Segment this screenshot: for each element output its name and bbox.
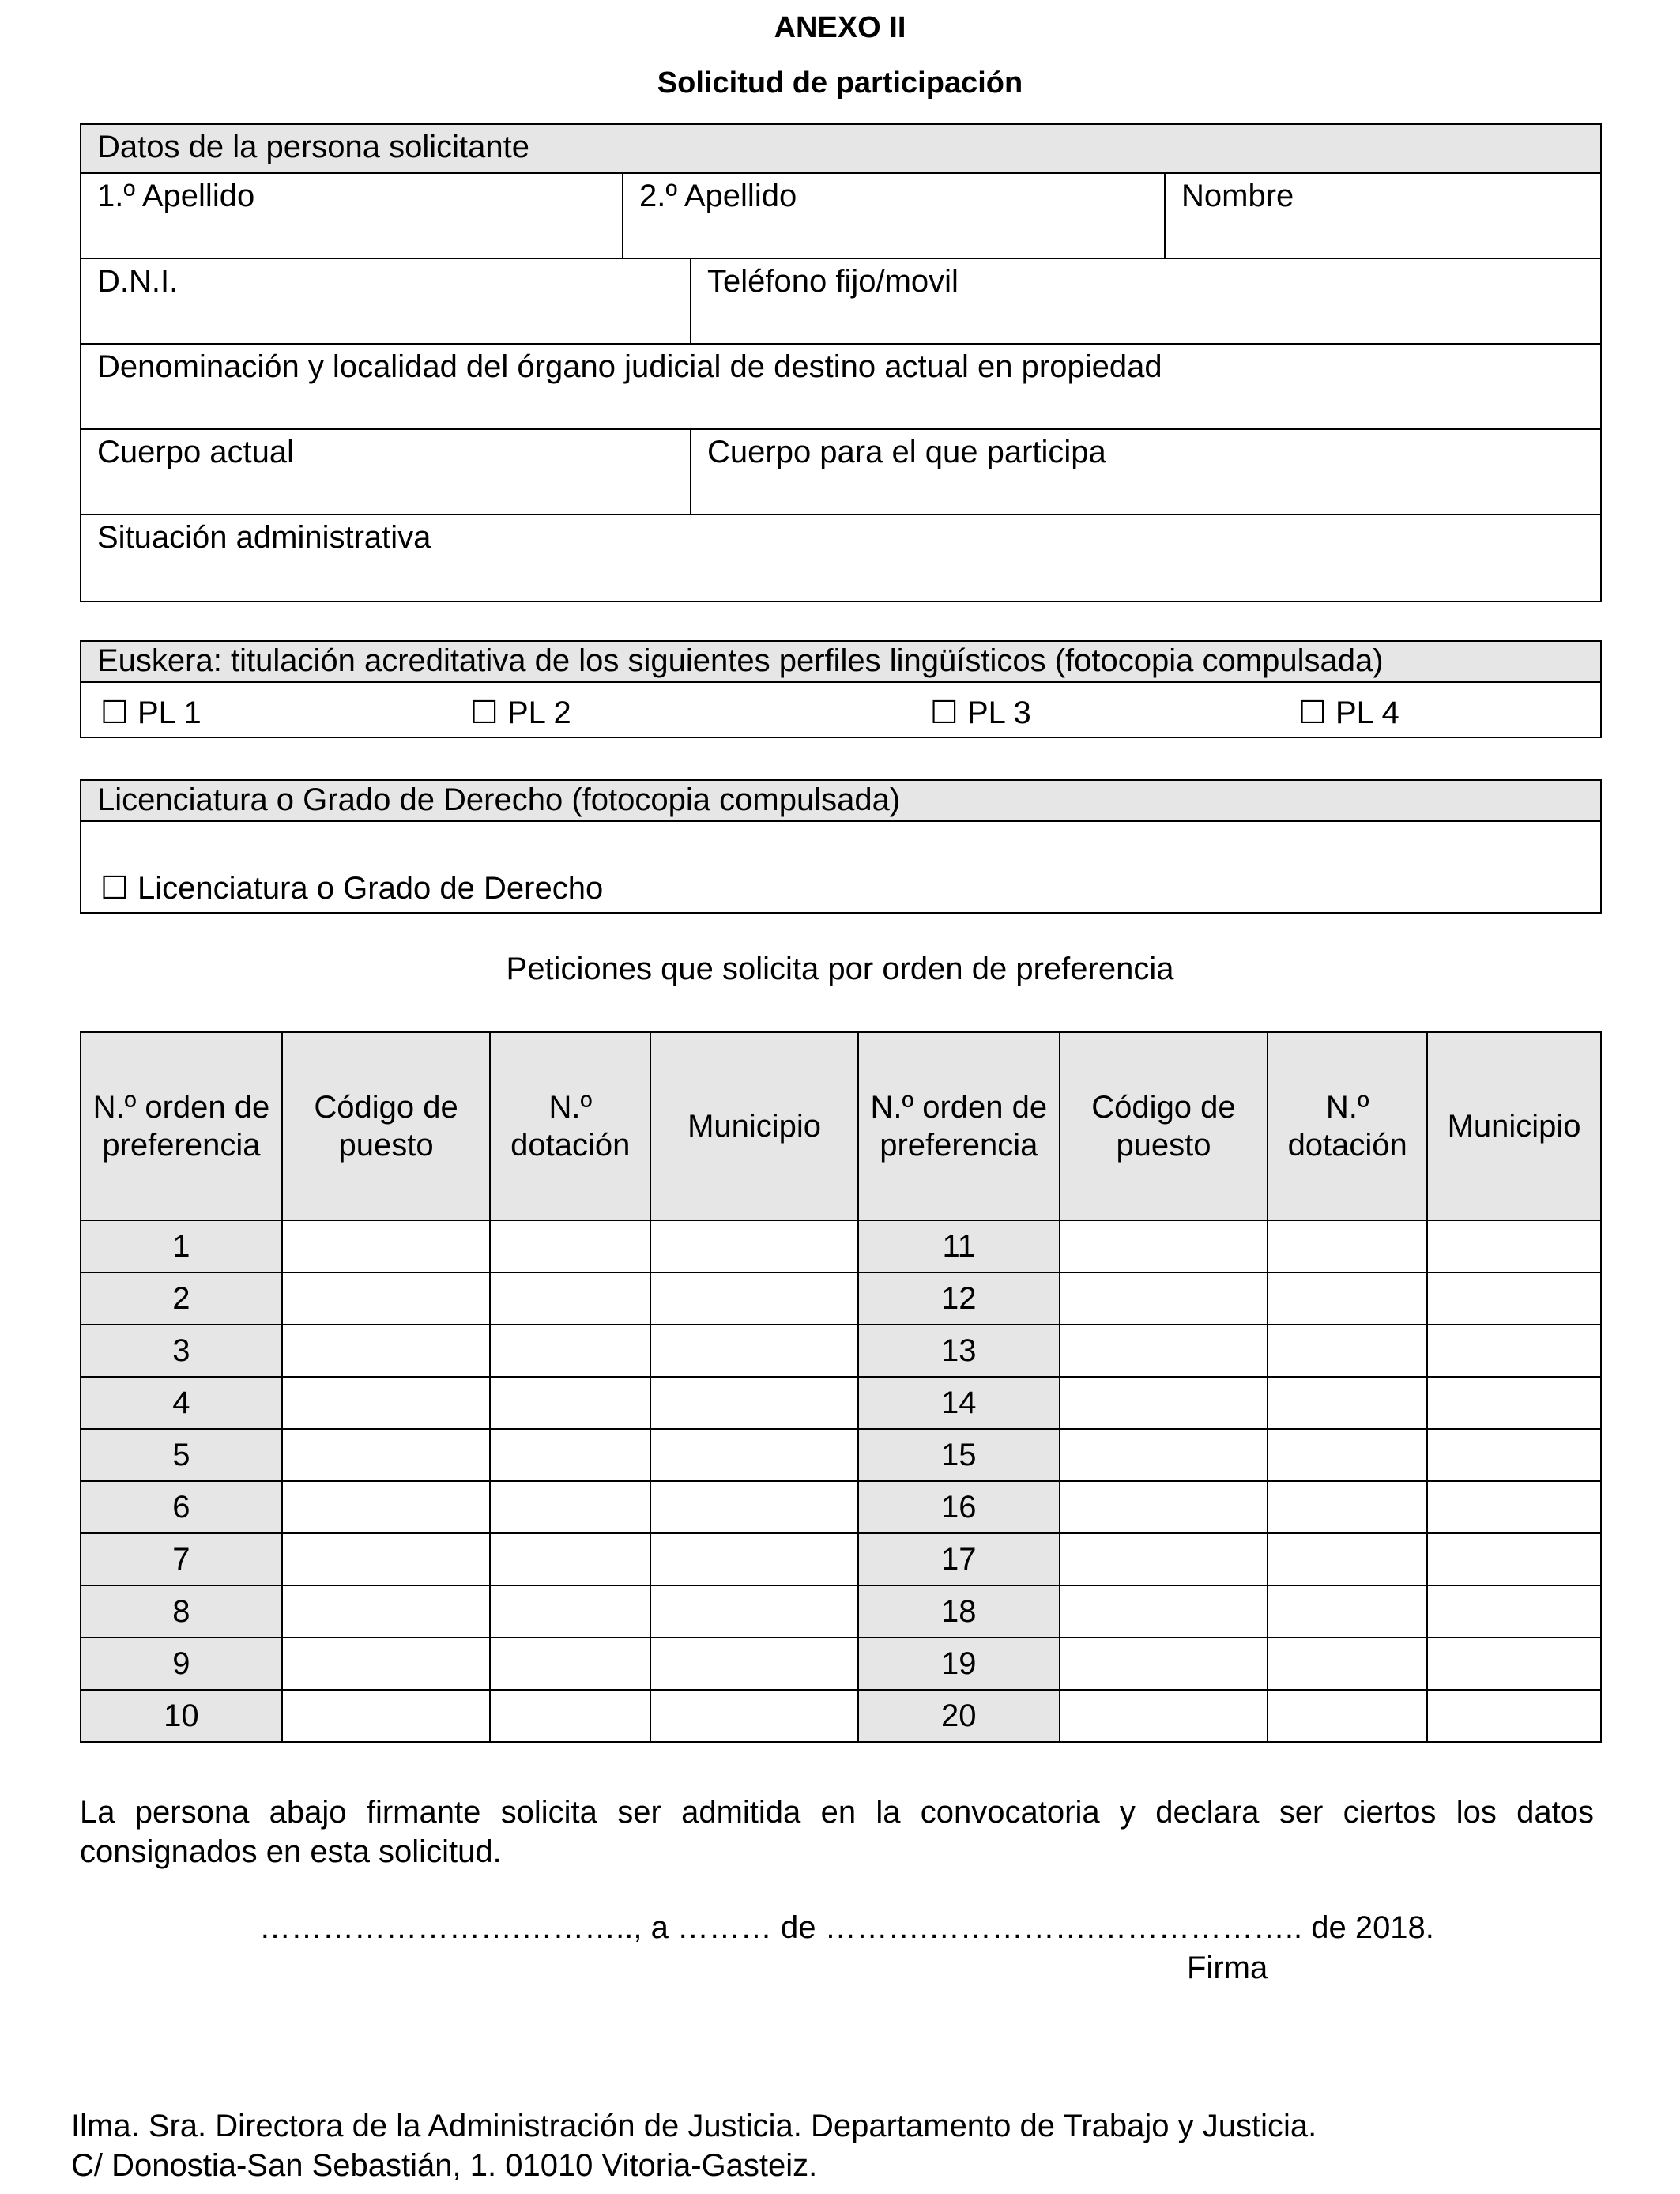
position-code-cell[interactable] xyxy=(282,1690,491,1742)
pl2-checkbox[interactable]: ☐ PL 2 xyxy=(470,696,571,730)
header-municipality-right: Municipio xyxy=(1427,1032,1601,1220)
order-number-cell: 9 xyxy=(81,1638,282,1690)
table-row xyxy=(81,1638,1601,1690)
municipality-cell[interactable] xyxy=(1427,1638,1601,1690)
municipality-cell[interactable] xyxy=(1427,1533,1601,1585)
pl3-checkbox[interactable]: ☐ PL 3 xyxy=(930,696,1031,730)
allocation-number-cell[interactable] xyxy=(490,1638,650,1690)
pl4-checkbox[interactable]: ☐ PL 4 xyxy=(1298,696,1399,730)
order-number-cell: 4 xyxy=(81,1377,282,1429)
allocation-number-cell[interactable] xyxy=(490,1325,650,1377)
municipality-cell[interactable] xyxy=(1427,1585,1601,1638)
header-allocation-left: N.º dotación xyxy=(490,1032,650,1220)
annex-title: ANEXO II xyxy=(774,11,906,44)
allocation-number-cell[interactable] xyxy=(1268,1638,1427,1690)
municipality-cell[interactable] xyxy=(650,1533,858,1585)
municipality-cell[interactable] xyxy=(1427,1690,1601,1742)
allocation-number-cell[interactable] xyxy=(490,1272,650,1325)
order-number-cell: 2 xyxy=(81,1272,282,1325)
target-body-field[interactable]: Cuerpo para el que participa xyxy=(707,435,1106,469)
municipality-cell[interactable] xyxy=(650,1220,858,1272)
order-number-cell: 8 xyxy=(81,1585,282,1638)
requests-table xyxy=(80,1031,1602,1743)
table-row xyxy=(81,1325,1601,1377)
municipality-cell[interactable] xyxy=(1427,1272,1601,1325)
municipality-cell[interactable] xyxy=(1427,1377,1601,1429)
order-number-cell: 7 xyxy=(81,1533,282,1585)
table-row xyxy=(81,1585,1601,1638)
admin-status-field[interactable]: Situación administrativa xyxy=(97,520,431,555)
allocation-number-cell[interactable] xyxy=(1268,1690,1427,1742)
header-code-right: Código de puesto xyxy=(1060,1032,1268,1220)
name-field[interactable]: Nombre xyxy=(1181,179,1294,213)
position-code-cell[interactable] xyxy=(282,1220,491,1272)
table-row xyxy=(81,1272,1601,1325)
allocation-number-cell[interactable] xyxy=(1268,1272,1427,1325)
allocation-number-cell[interactable] xyxy=(1268,1325,1427,1377)
order-number-cell: 3 xyxy=(81,1325,282,1377)
allocation-number-cell[interactable] xyxy=(490,1481,650,1533)
allocation-number-cell[interactable] xyxy=(1268,1585,1427,1638)
header-order-right: N.º orden de preferencia xyxy=(858,1032,1060,1220)
law-degree-checkbox[interactable]: ☐ Licenciatura o Grado de Derecho xyxy=(100,871,604,906)
order-number-cell: 17 xyxy=(858,1533,1060,1585)
position-code-cell[interactable] xyxy=(1060,1533,1268,1585)
municipality-cell[interactable] xyxy=(650,1585,858,1638)
allocation-number-cell[interactable] xyxy=(490,1429,650,1481)
surname2-field[interactable]: 2.º Apellido xyxy=(639,179,797,213)
allocation-number-cell[interactable] xyxy=(1268,1429,1427,1481)
position-code-cell[interactable] xyxy=(282,1585,491,1638)
position-code-cell[interactable] xyxy=(1060,1429,1268,1481)
allocation-number-cell[interactable] xyxy=(490,1533,650,1585)
footer-line-2: C/ Donostia-San Sebastián, 1. 01010 Vitoria-Gasteiz. xyxy=(71,2148,818,2183)
municipality-cell[interactable] xyxy=(650,1377,858,1429)
dni-field[interactable]: D.N.I. xyxy=(97,264,179,299)
position-code-cell[interactable] xyxy=(282,1377,491,1429)
requests-title: Peticiones que solicita por orden de preferencia xyxy=(506,952,1174,986)
allocation-number-cell[interactable] xyxy=(1268,1220,1427,1272)
position-code-cell[interactable] xyxy=(282,1272,491,1325)
order-number-cell: 20 xyxy=(858,1690,1060,1742)
position-code-cell[interactable] xyxy=(282,1429,491,1481)
court-field[interactable]: Denominación y localidad del órgano judicial de destino actual en propiedad xyxy=(97,349,1162,384)
applicant-section-title: Datos de la persona solicitante xyxy=(81,125,1600,172)
law-degree-section xyxy=(80,779,1602,914)
table-row xyxy=(81,1429,1601,1481)
municipality-cell[interactable] xyxy=(1427,1481,1601,1533)
municipality-cell[interactable] xyxy=(650,1429,858,1481)
allocation-number-cell[interactable] xyxy=(490,1585,650,1638)
position-code-cell[interactable] xyxy=(1060,1325,1268,1377)
allocation-number-cell[interactable] xyxy=(1268,1481,1427,1533)
header-order-left: N.º orden de preferencia xyxy=(81,1032,282,1220)
pl1-checkbox[interactable]: ☐ PL 1 xyxy=(100,696,202,730)
position-code-cell[interactable] xyxy=(1060,1638,1268,1690)
municipality-cell[interactable] xyxy=(1427,1325,1601,1377)
header-code-left: Código de puesto xyxy=(282,1032,491,1220)
order-number-cell: 5 xyxy=(81,1429,282,1481)
table-row xyxy=(81,1377,1601,1429)
order-number-cell: 15 xyxy=(858,1429,1060,1481)
municipality-cell[interactable] xyxy=(650,1272,858,1325)
order-number-cell: 16 xyxy=(858,1481,1060,1533)
order-number-cell: 12 xyxy=(858,1272,1060,1325)
position-code-cell[interactable] xyxy=(1060,1220,1268,1272)
header-allocation-right: N.º dotación xyxy=(1268,1032,1427,1220)
order-number-cell: 6 xyxy=(81,1481,282,1533)
position-code-cell[interactable] xyxy=(282,1638,491,1690)
order-number-cell: 19 xyxy=(858,1638,1060,1690)
allocation-number-cell[interactable] xyxy=(490,1220,650,1272)
position-code-cell[interactable] xyxy=(1060,1377,1268,1429)
municipality-cell[interactable] xyxy=(1427,1220,1601,1272)
phone-field[interactable]: Teléfono fijo/movil xyxy=(707,264,959,299)
table-row xyxy=(81,1533,1601,1585)
date-line[interactable]: …………………….……….., a ……… de ……….…………….……………….. de 2018. xyxy=(259,1910,1434,1945)
municipality-cell[interactable] xyxy=(1427,1429,1601,1481)
position-code-cell[interactable] xyxy=(1060,1481,1268,1533)
table-row xyxy=(81,1220,1601,1272)
law-degree-section-title: Licenciatura o Grado de Derecho (fotocopia compulsada) xyxy=(81,781,1600,820)
order-number-cell: 1 xyxy=(81,1220,282,1272)
table-header-row xyxy=(81,1032,1601,1220)
euskera-section-title: Euskera: titulación acreditativa de los siguientes perfiles lingüísticos (fotocopia compulsada) xyxy=(81,642,1600,681)
municipality-cell[interactable] xyxy=(650,1690,858,1742)
footer-line-1: Ilma. Sra. Directora de la Administración de Justicia. Departamento de Trabajo y Justicia. xyxy=(71,2109,1317,2143)
declaration-text: La persona abajo firmante solicita ser admitida en la convocatoria y declara ser ciertos los datos consignados en esta solicitud. xyxy=(80,1795,1594,1869)
surname1-field[interactable]: 1.º Apellido xyxy=(97,179,255,213)
allocation-number-cell[interactable] xyxy=(1268,1377,1427,1429)
municipality-cell[interactable] xyxy=(650,1481,858,1533)
position-code-cell[interactable] xyxy=(282,1481,491,1533)
allocation-number-cell[interactable] xyxy=(490,1377,650,1429)
header-municipality-left: Municipio xyxy=(650,1032,858,1220)
municipality-cell[interactable] xyxy=(650,1638,858,1690)
order-number-cell: 10 xyxy=(81,1690,282,1742)
allocation-number-cell[interactable] xyxy=(490,1690,650,1742)
position-code-cell[interactable] xyxy=(1060,1585,1268,1638)
euskera-section xyxy=(80,640,1602,738)
position-code-cell[interactable] xyxy=(1060,1272,1268,1325)
table-row xyxy=(81,1481,1601,1533)
signature-label: Firma xyxy=(1187,1951,1268,1985)
municipality-cell[interactable] xyxy=(650,1325,858,1377)
order-number-cell: 13 xyxy=(858,1325,1060,1377)
order-number-cell: 11 xyxy=(858,1220,1060,1272)
allocation-number-cell[interactable] xyxy=(1268,1533,1427,1585)
current-body-field[interactable]: Cuerpo actual xyxy=(97,435,295,469)
position-code-cell[interactable] xyxy=(282,1533,491,1585)
position-code-cell[interactable] xyxy=(282,1325,491,1377)
order-number-cell: 18 xyxy=(858,1585,1060,1638)
page-title: Solicitud de participación xyxy=(657,66,1023,100)
applicant-section xyxy=(80,123,1602,602)
position-code-cell[interactable] xyxy=(1060,1690,1268,1742)
table-row xyxy=(81,1690,1601,1742)
order-number-cell: 14 xyxy=(858,1377,1060,1429)
